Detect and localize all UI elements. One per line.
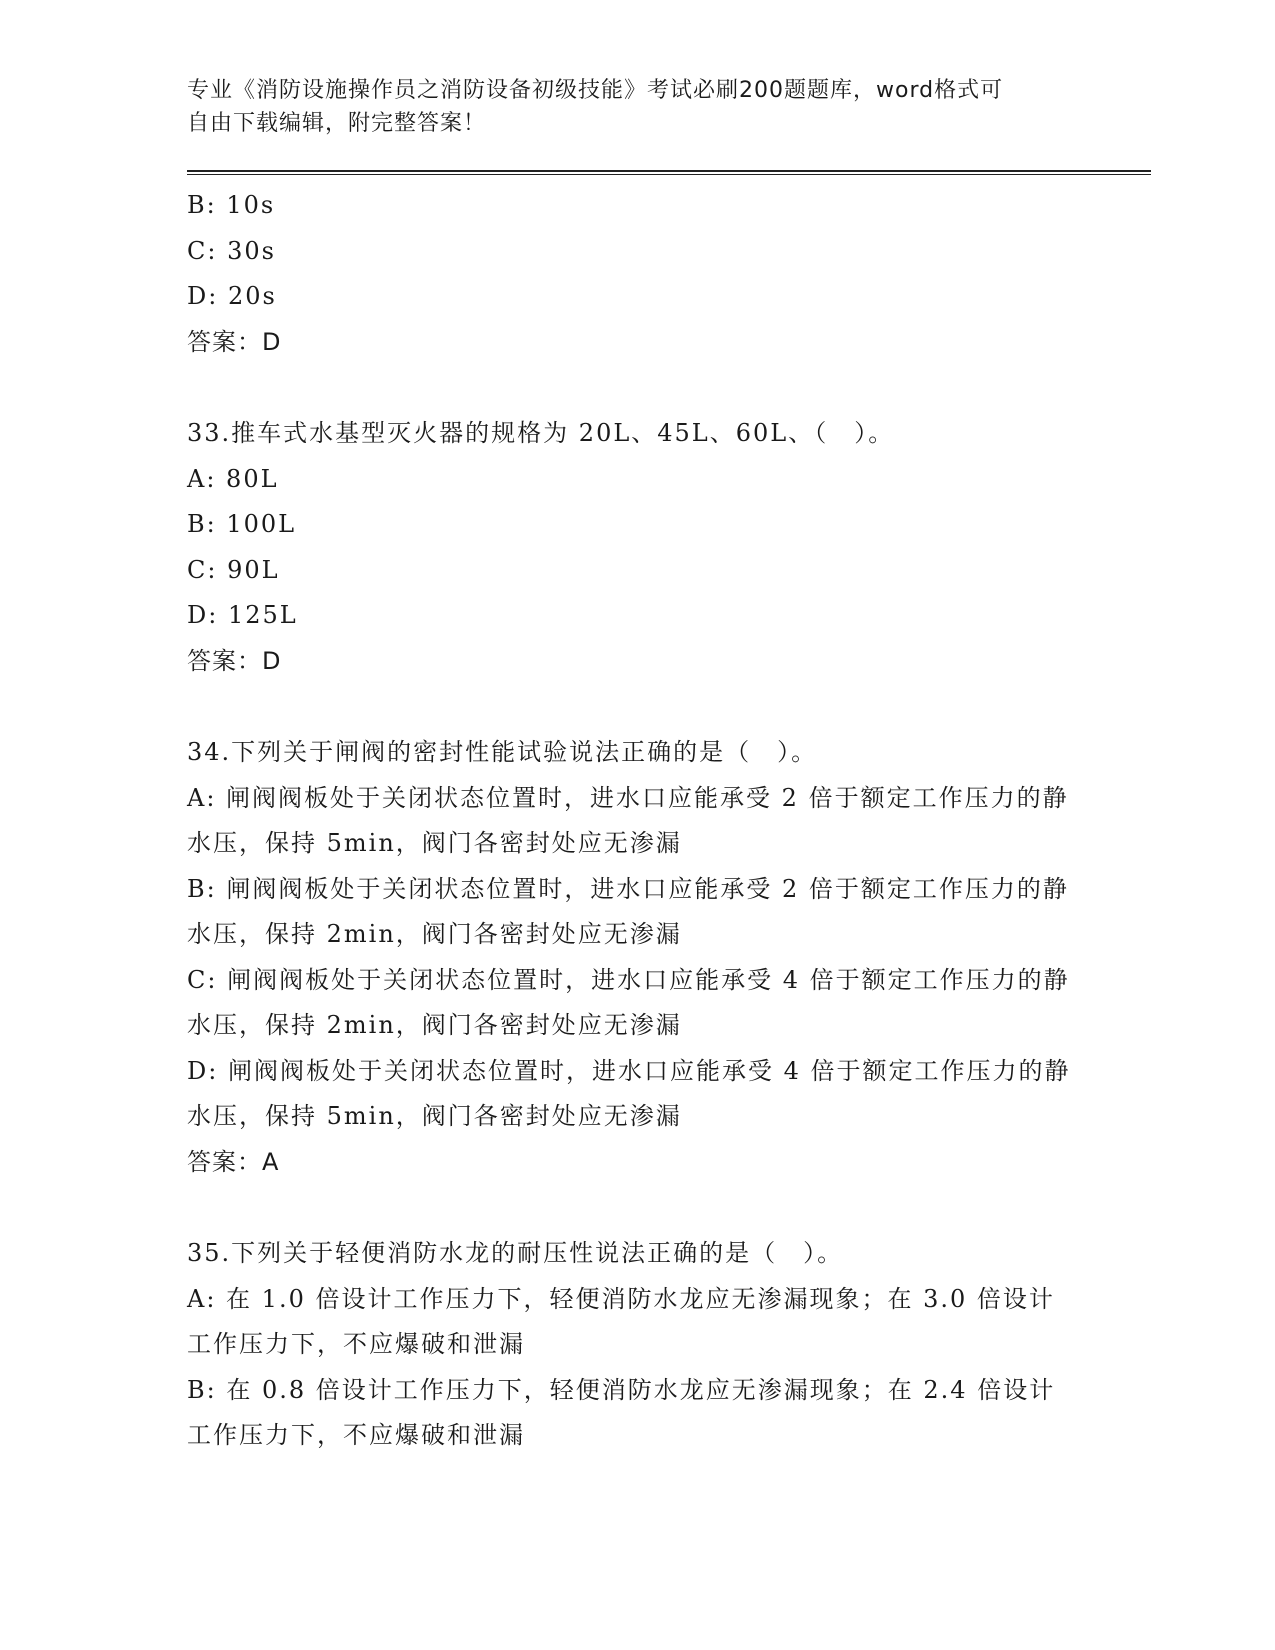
answer-line: 答案：D — [187, 646, 282, 675]
option-a: A: 在 1.0 倍设计工作压力下，轻便消防水龙应无渗漏现象；在 3.0 倍设计工作压力下，不应爆破和泄漏 — [187, 1284, 1055, 1358]
option-d: D: 125L — [187, 601, 298, 629]
option-b: B: 在 0.8 倍设计工作压力下，轻便消防水龙应无渗漏现象；在 2.4 倍设计工作压力下，不应爆破和泄漏 — [187, 1375, 1056, 1449]
document-page — [187, 74, 1147, 1459]
option-b: B: 闸阀阀板处于关闭状态位置时，进水口应能承受 2 倍于额定工作压力的静水压，保持 2min，阀门各密封处应无渗漏 — [187, 874, 1069, 948]
option-b: B: 100L — [187, 510, 297, 538]
question-list — [187, 183, 1147, 1459]
option-d: D: 20s — [187, 282, 277, 310]
option-a: A: 80L — [187, 464, 279, 493]
option-c: C: 90L — [187, 555, 280, 584]
document-header — [187, 74, 1147, 140]
question-35 — [187, 1231, 1147, 1459]
question-33 — [187, 411, 1147, 684]
option-a: A: 闸阀阀板处于关闭状态位置时，进水口应能承受 2 倍于额定工作压力的静水压，保持 5min，阀门各密封处应无渗漏 — [187, 783, 1069, 857]
answer-line: 答案：D — [187, 327, 282, 356]
question-stem: 33.推车式水基型灭火器的规格为 20L、45L、60L、（ ）。 — [187, 419, 895, 447]
option-c: C: 闸阀阀板处于关闭状态位置时，进水口应能承受 4 倍于额定工作压力的静水压，保持 2min，阀门各密封处应无渗漏 — [187, 965, 1070, 1039]
header-title-line-1: 专业《消防设施操作员之消防设备初级技能》考试必刷200题题库，word格式可 — [187, 78, 1004, 103]
question-32 — [187, 183, 1147, 365]
header-title-line-2: 自由下载编辑，附完整答案！ — [187, 111, 487, 136]
question-stem: 34.下列关于闸阀的密封性能试验说法正确的是（ ）。 — [187, 738, 818, 766]
question-stem: 35.下列关于轻便消防水龙的耐压性说法正确的是（ ）。 — [187, 1239, 844, 1267]
option-c: C: 30s — [187, 236, 276, 265]
question-34 — [187, 730, 1147, 1185]
header-divider — [187, 170, 1151, 175]
option-b: B: 10s — [187, 191, 276, 219]
option-d: D: 闸阀阀板处于关闭状态位置时，进水口应能承受 4 倍于额定工作压力的静水压，保持 5min，阀门各密封处应无渗漏 — [187, 1056, 1071, 1130]
answer-line: 答案：A — [187, 1147, 280, 1176]
